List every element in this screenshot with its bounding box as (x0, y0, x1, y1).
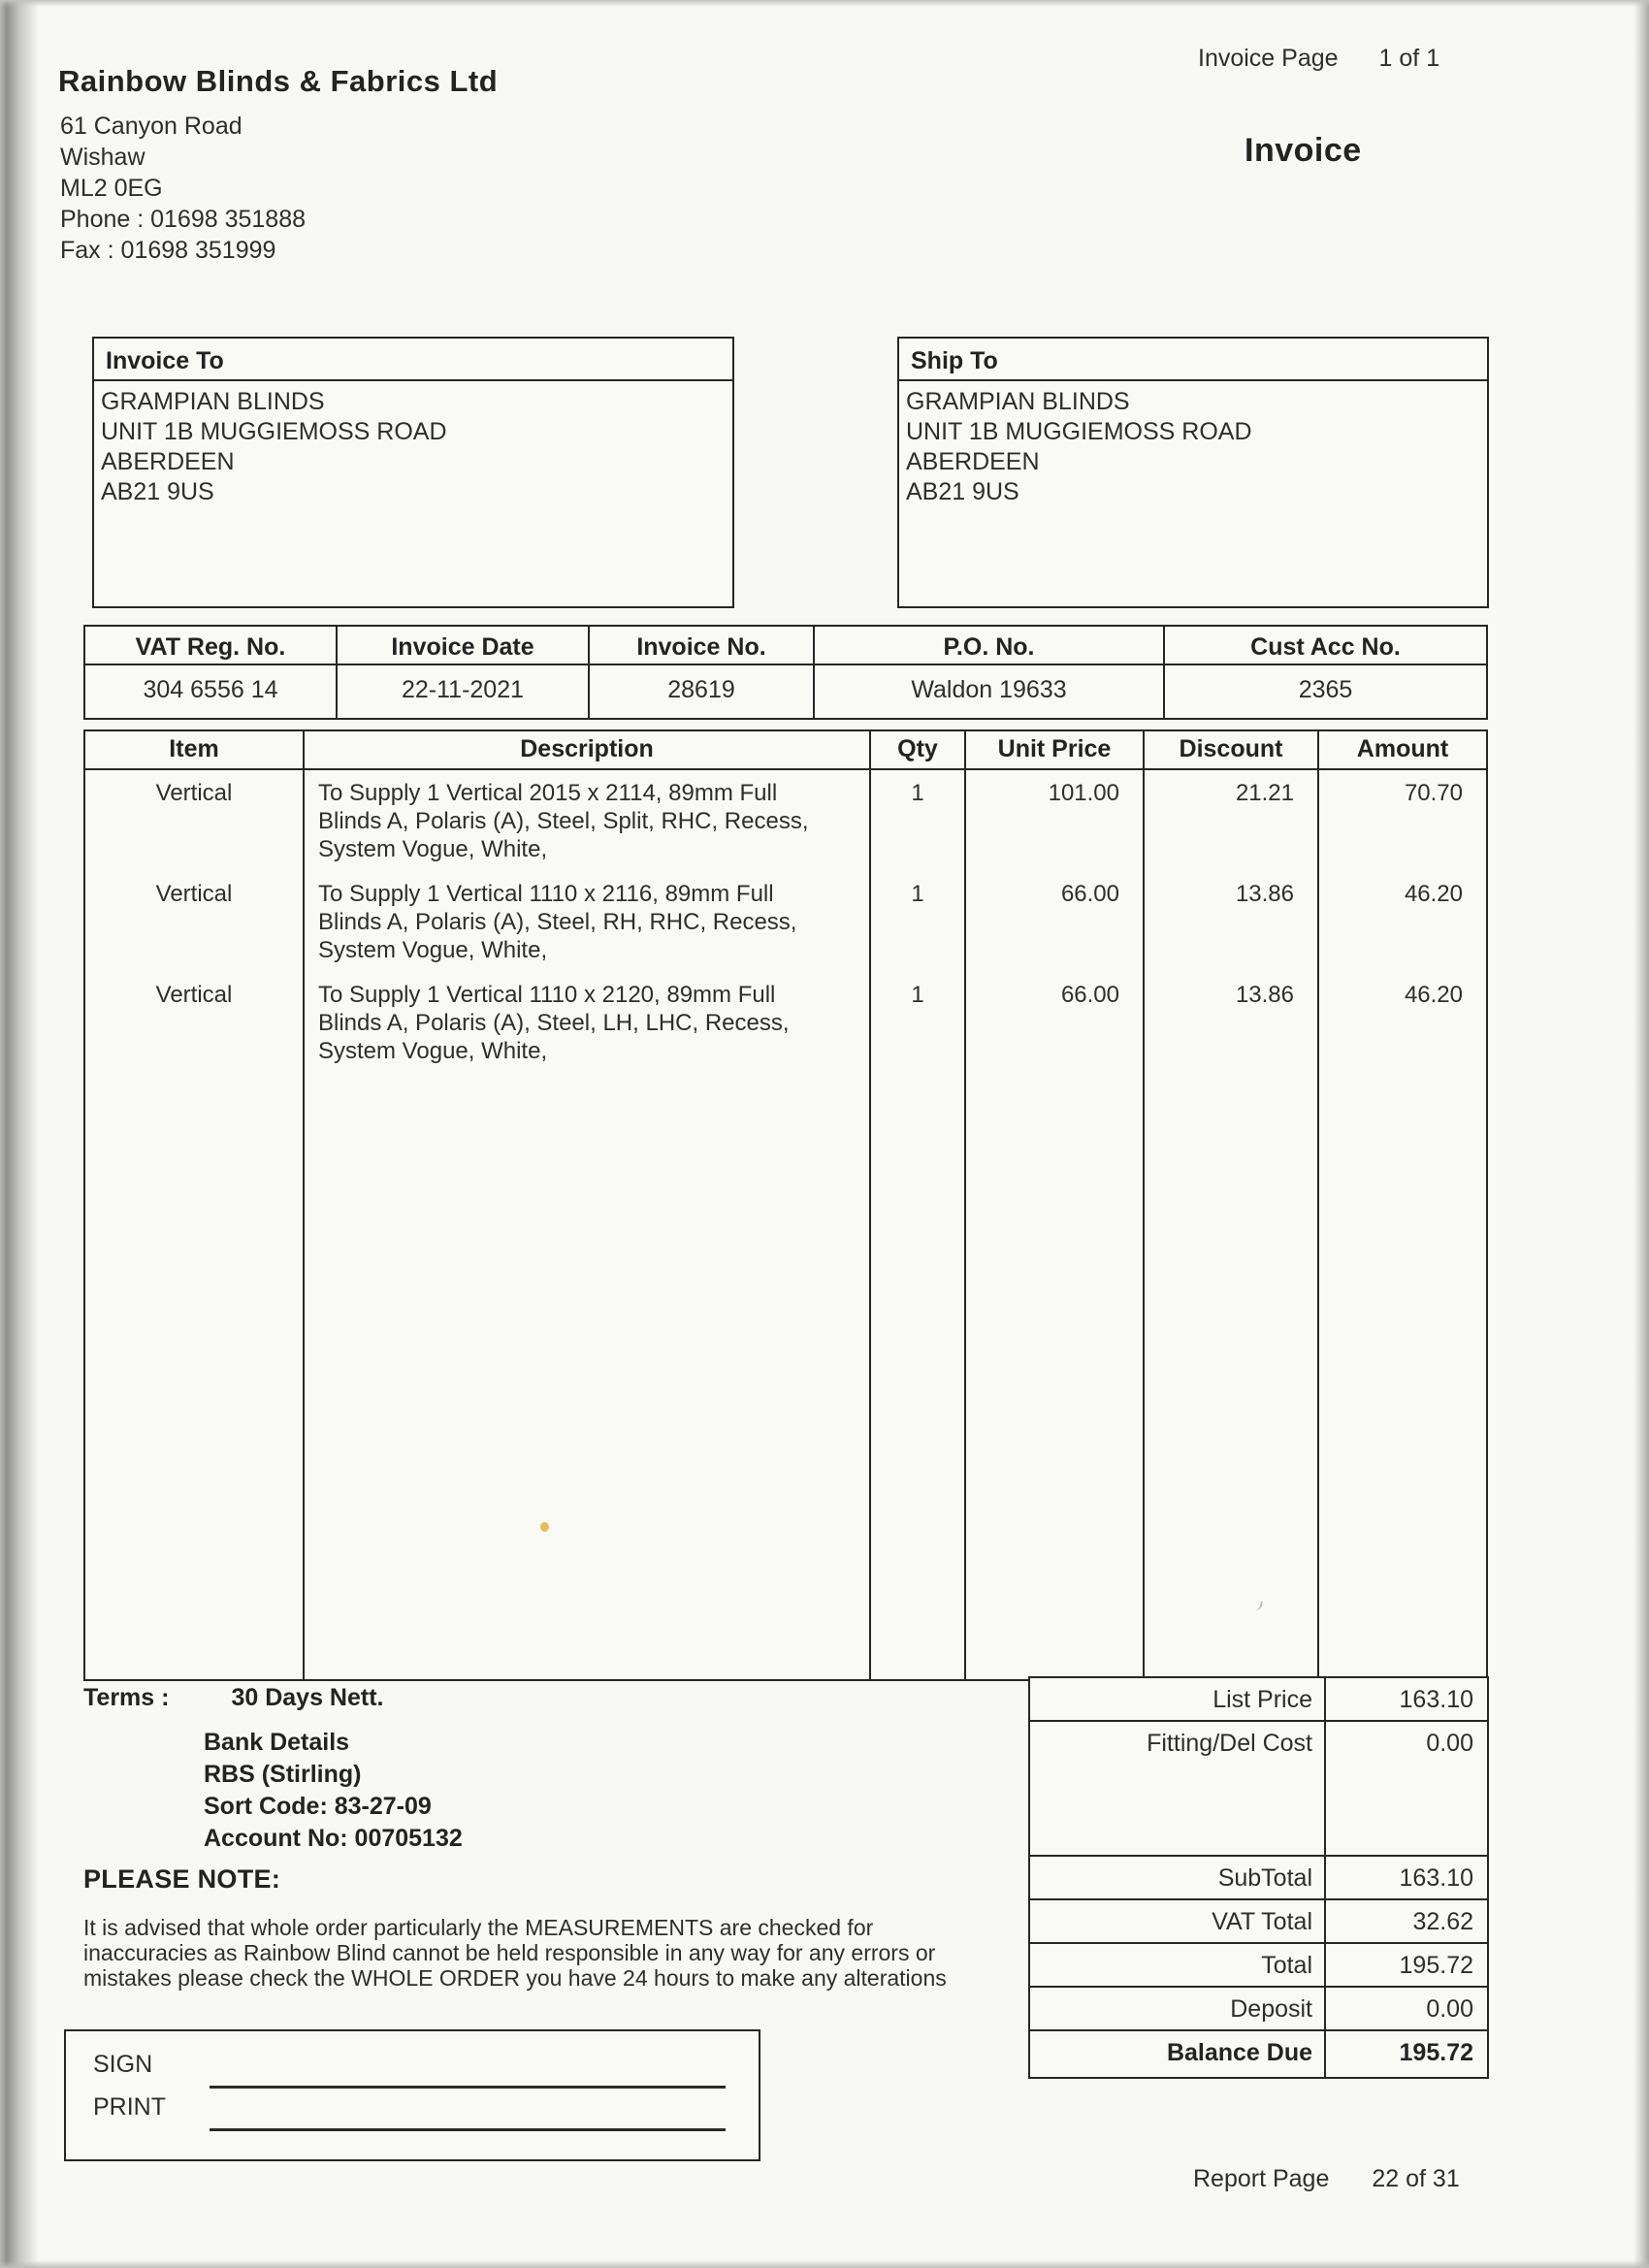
sign-label: SIGN (93, 2051, 153, 2078)
totals-row-list-price (1030, 1678, 1487, 1722)
invoice-to-label: Invoice To (94, 339, 732, 381)
items-column-filler (966, 1073, 1145, 1679)
meta-value-po-no: Waldon 19633 (815, 665, 1165, 718)
meta-value-row (85, 665, 1486, 718)
meta-value-vat: 304 6556 14 (85, 665, 338, 718)
address-line: GRAMPIAN BLINDS (101, 388, 325, 415)
totals-row-subtotal (1030, 1857, 1487, 1900)
scanner-edge-top (0, 0, 1649, 7)
invoice-to-box (92, 337, 734, 608)
item-description-line: System Vogue, White, (318, 836, 548, 862)
item-unit-price-cell: 66.00 (966, 871, 1145, 972)
bank-details-line: Sort Code: 83-27-09 (204, 1793, 432, 1820)
report-page-label: Report Page (1193, 2165, 1330, 2192)
company-address-line: 61 Canyon Road (60, 113, 242, 140)
items-column-filler (1145, 1073, 1319, 1679)
item-qty-cell: 1 (871, 972, 966, 1073)
totals-label: VAT Total (1030, 1900, 1326, 1942)
meta-header-row (85, 627, 1486, 665)
totals-row-deposit (1030, 1988, 1487, 2031)
company-address (60, 111, 306, 266)
item-qty-cell: 1 (871, 871, 966, 972)
address-line: ABERDEEN (101, 448, 235, 475)
item-type-cell: Vertical (85, 871, 305, 972)
item-amount-cell: 46.20 (1404, 982, 1463, 1008)
meta-header-po-no: P.O. No. (815, 627, 1165, 665)
invoice-to-address (94, 381, 732, 507)
report-page-value: 22 of 31 (1372, 2165, 1460, 2192)
address-line: AB21 9US (101, 478, 214, 505)
items-header-qty: Qty (871, 731, 966, 770)
item-description-line: Blinds A, Polaris (A), Steel, Split, RHC, Recess, (318, 808, 809, 834)
please-note-heading: PLEASE NOTE: (83, 1864, 281, 1894)
items-header-amount: Amount (1319, 731, 1486, 770)
address-line: ABERDEEN (906, 448, 1040, 475)
items-header-item: Item (85, 731, 305, 770)
item-amount-cell: 70.70 (1404, 780, 1463, 806)
item-description-cell (305, 871, 871, 972)
totals-table (1028, 1676, 1489, 2079)
invoice-meta-table (83, 625, 1488, 720)
invoice-page-value: 1 of 1 (1378, 45, 1440, 72)
totals-label: List Price (1030, 1678, 1326, 1720)
totals-label: SubTotal (1030, 1857, 1326, 1898)
scanner-edge-right (1633, 0, 1649, 2268)
meta-value-invoice-no: 28619 (590, 665, 815, 718)
items-header-unit-price: Unit Price (966, 731, 1145, 770)
company-phone: Phone : 01698 351888 (60, 206, 307, 233)
scan-artifact-dot (540, 1522, 549, 1532)
item-discount-cell: 13.86 (1145, 871, 1319, 972)
sign-line (210, 2086, 726, 2089)
print-label: PRINT (93, 2093, 166, 2121)
ship-to-address (899, 381, 1487, 507)
items-column-filler (85, 1073, 305, 1679)
totals-label: Balance Due (1030, 2031, 1326, 2077)
item-description-line: System Vogue, White, (318, 937, 548, 963)
report-page-indicator (1193, 2165, 1460, 2193)
items-header-discount: Discount (1145, 731, 1319, 770)
meta-header-invoice-date: Invoice Date (338, 627, 590, 665)
item-discount-cell: 13.86 (1145, 972, 1319, 1073)
please-note-paragraph (83, 1915, 947, 1991)
item-unit-price-cell: 66.00 (966, 972, 1145, 1073)
items-header-description: Description (305, 731, 871, 770)
totals-value: 0.00 (1426, 1730, 1473, 1757)
company-name: Rainbow Blinds & Fabrics Ltd (58, 64, 499, 98)
scanner-edge-left (0, 0, 39, 2268)
terms-value: 30 Days Nett. (231, 1684, 384, 1711)
item-description-line: To Supply 1 Vertical 1110 x 2116, 89mm Full (318, 881, 774, 907)
terms-row (83, 1684, 383, 1712)
totals-value: 0.00 (1426, 1995, 1473, 2023)
invoice-page-label: Invoice Page (1198, 45, 1339, 72)
totals-value: 163.10 (1399, 1686, 1473, 1713)
address-line: GRAMPIAN BLINDS (906, 388, 1130, 415)
meta-header-cust-acc: Cust Acc No. (1165, 627, 1486, 665)
page-title: Invoice (1245, 132, 1362, 169)
meta-header-invoice-no: Invoice No. (590, 627, 815, 665)
address-line: UNIT 1B MUGGIEMOSS ROAD (101, 418, 447, 445)
item-discount-cell: 21.21 (1145, 770, 1319, 871)
bank-details-block (204, 1727, 463, 1855)
item-type-cell: Vertical (85, 972, 305, 1073)
item-unit-price-cell: 101.00 (966, 770, 1145, 871)
items-column-filler (871, 1073, 966, 1679)
address-line: AB21 9US (906, 478, 1019, 505)
totals-value: 195.72 (1399, 1952, 1473, 1979)
item-description-line: System Vogue, White, (318, 1038, 548, 1064)
item-description-line: To Supply 1 Vertical 2015 x 2114, 89mm Full (318, 780, 778, 806)
company-address-line: ML2 0EG (60, 175, 163, 202)
items-column-filler (305, 1073, 871, 1679)
totals-label: Fitting/Del Cost (1030, 1722, 1326, 1855)
note-line: inaccuracies as Rainbow Blind cannot be held responsible in any way for any errors or (83, 1940, 936, 1965)
address-line: UNIT 1B MUGGIEMOSS ROAD (906, 418, 1252, 445)
print-line (210, 2128, 726, 2131)
totals-row-fitting-del (1030, 1722, 1487, 1857)
totals-row-total (1030, 1944, 1487, 1988)
item-description-cell (305, 770, 871, 871)
ship-to-label: Ship To (899, 339, 1487, 381)
totals-value: 32.62 (1412, 1908, 1473, 1935)
item-type-cell: Vertical (85, 770, 305, 871)
invoice-page-indicator (1198, 45, 1439, 73)
item-description-cell (305, 972, 871, 1073)
bank-details-heading: Bank Details (204, 1729, 350, 1756)
company-fax: Fax : 01698 351999 (60, 237, 276, 264)
totals-value: 195.72 (1399, 2039, 1473, 2066)
totals-label: Deposit (1030, 1988, 1326, 2029)
line-items-table (83, 729, 1488, 1681)
signature-box (64, 2029, 760, 2161)
item-amount-cell: 46.20 (1404, 881, 1463, 907)
item-description-line: To Supply 1 Vertical 1110 x 2120, 89mm Full (318, 982, 776, 1008)
totals-row-balance-due (1030, 2031, 1487, 2077)
meta-value-invoice-date: 22-11-2021 (338, 665, 590, 718)
scanner-edge-bottom (0, 2260, 1649, 2268)
company-address-line: Wishaw (60, 144, 146, 171)
bank-details-line: Account No: 00705132 (204, 1825, 463, 1852)
meta-value-cust-acc: 2365 (1298, 676, 1353, 703)
item-description-line: Blinds A, Polaris (A), Steel, RH, RHC, Recess, (318, 909, 797, 935)
totals-label: Total (1030, 1944, 1326, 1986)
items-column-filler (1319, 1073, 1486, 1679)
totals-row-vat-total (1030, 1900, 1487, 1944)
note-line: It is advised that whole order particularly the MEASUREMENTS are checked for (83, 1915, 874, 1940)
item-qty-cell: 1 (871, 770, 966, 871)
ship-to-box (897, 337, 1489, 608)
bank-details-line: RBS (Stirling) (204, 1761, 362, 1788)
totals-value: 163.10 (1399, 1864, 1473, 1892)
meta-header-vat: VAT Reg. No. (85, 627, 338, 665)
note-line: mistakes please check the WHOLE ORDER you have 24 hours to make any alterations (83, 1965, 947, 1991)
terms-label: Terms : (83, 1684, 170, 1711)
item-description-line: Blinds A, Polaris (A), Steel, LH, LHC, Recess, (318, 1010, 790, 1036)
